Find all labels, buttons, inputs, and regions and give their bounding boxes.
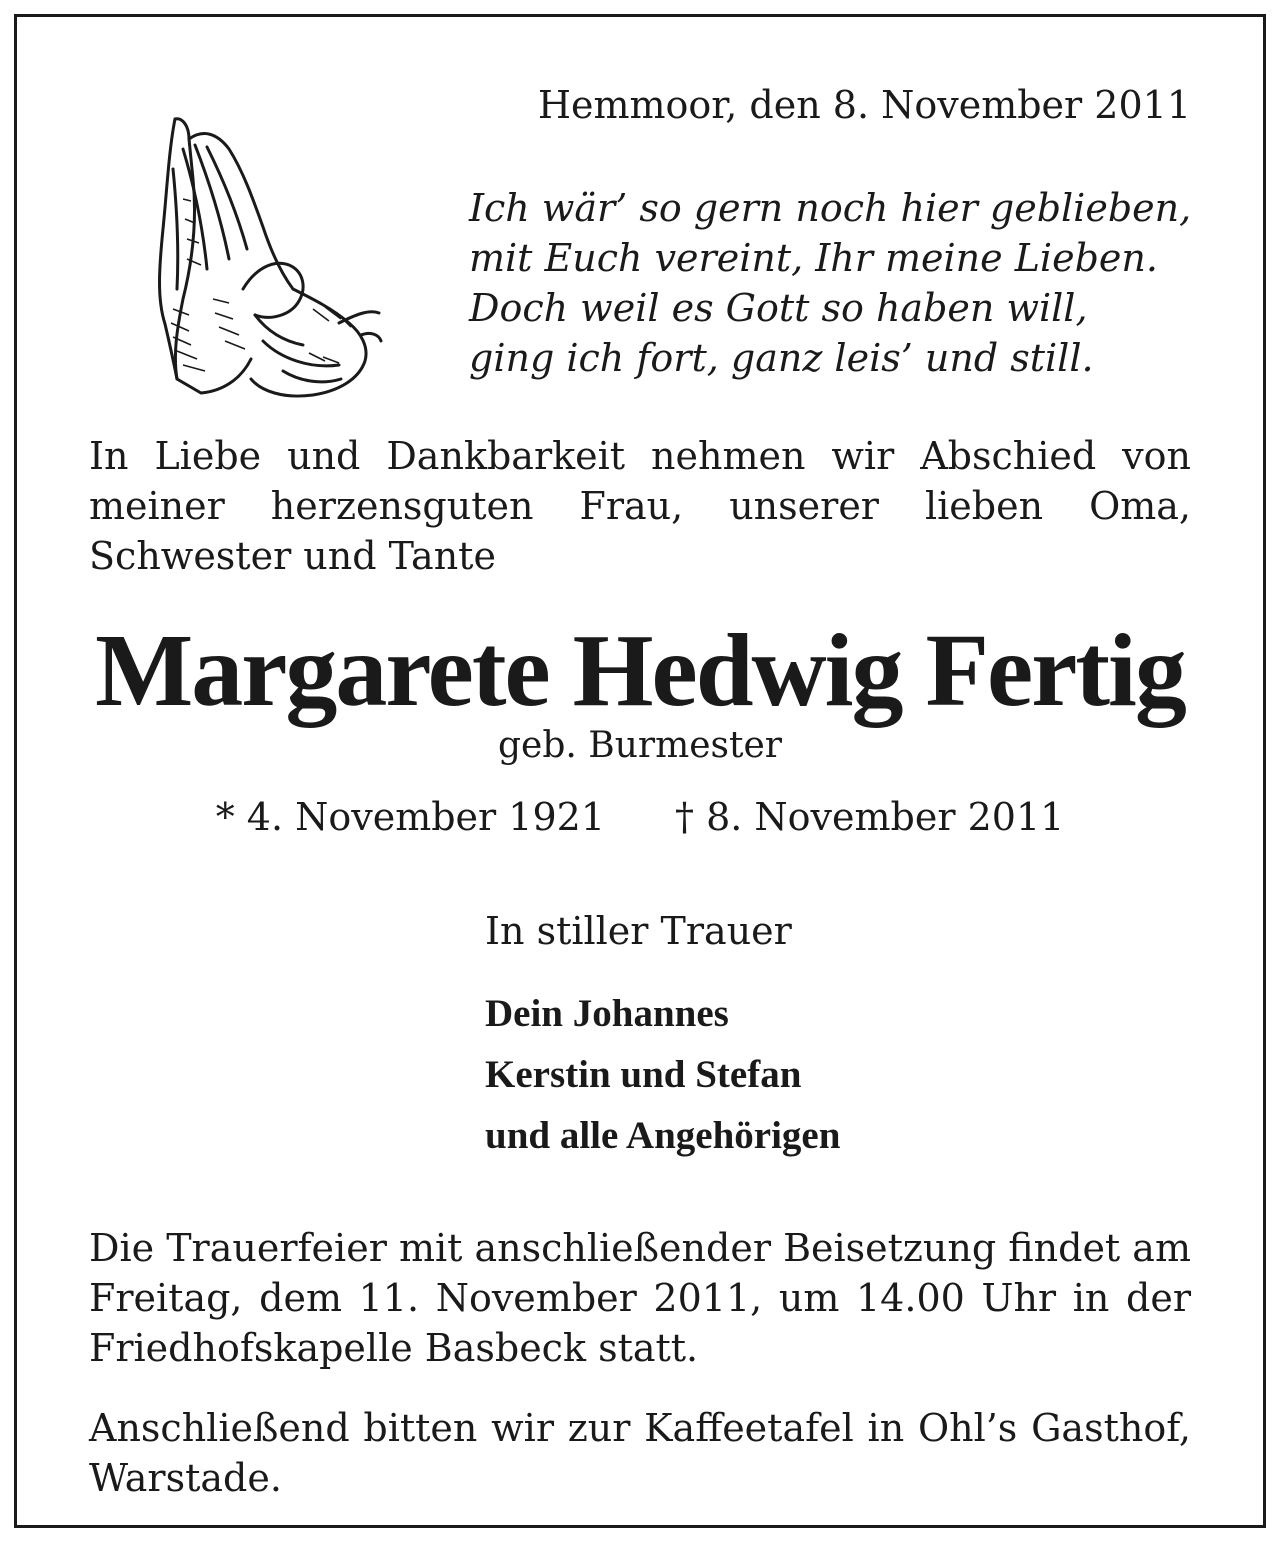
birth-date: * 4. November 1921 — [215, 795, 605, 839]
mourner-name: und alle Angehörigen — [485, 1114, 841, 1157]
praying-hands-icon — [143, 109, 383, 399]
death-date: † 8. November 2011 — [675, 795, 1065, 839]
life-dates — [17, 795, 1263, 839]
funeral-notice: Die Trauerfeier mit anschließender Beisetzung findet am Freitag, dem 11. November 2011, um 14.00 Uhr in der Friedhofskapelle Basbeck statt. — [89, 1226, 1191, 1370]
mourners-list — [485, 983, 840, 1166]
birth-name: geb. Burmester — [497, 725, 783, 766]
poem-line: Doch weil es Gott so haben will, — [469, 286, 1088, 330]
place-date: Hemmoor, den 8. November 2011 — [537, 83, 1191, 127]
coffee-notice: Anschließend bitten wir zur Kaffeetafel in Ohl’s Gasthof, Warstade. — [89, 1406, 1191, 1500]
mourning-intro: In stiller Trauer — [485, 909, 792, 953]
obituary-notice — [14, 14, 1266, 1528]
deceased-name: Margarete Hedwig Fertig — [95, 613, 1185, 728]
poem-line: mit Euch vereint, Ihr meine Lieben. — [469, 236, 1158, 280]
poem — [469, 183, 1191, 383]
poem-line: Ich wär’ so gern noch hier geblieben, — [469, 186, 1192, 230]
mourner-name: Kerstin und Stefan — [485, 1053, 802, 1096]
mourner-name: Dein Johannes — [485, 992, 729, 1035]
farewell-intro: In Liebe und Dankbarkeit nehmen wir Abschied von meiner herzensguten Frau, unserer lieben Oma, Schwester und Tante — [89, 434, 1191, 578]
poem-line: ging ich fort, ganz leis’ und still. — [469, 336, 1094, 380]
